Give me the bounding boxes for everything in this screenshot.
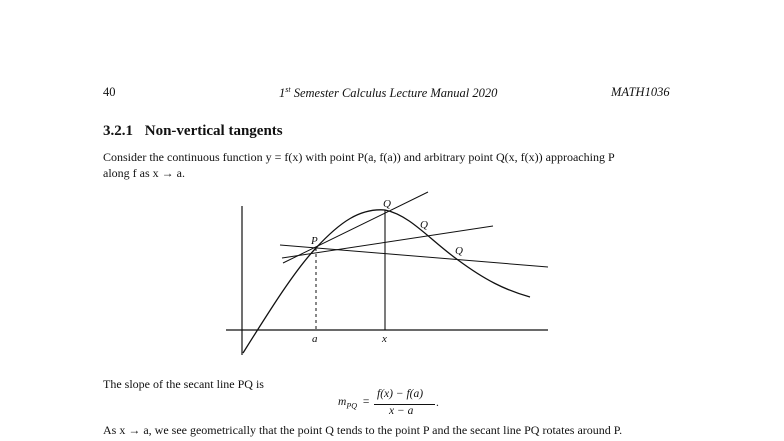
running-title-superscript: st: [285, 85, 291, 94]
formula-denominator: x − a: [389, 405, 414, 417]
paragraph-line: The slope of the secant line PQ is: [103, 377, 264, 391]
label-a: a: [312, 333, 318, 345]
function-curve: [243, 210, 530, 353]
paragraph-line: Consider the continuous function y = f(x) with point P(a, f(a)) and arbitrary point Q(x, f(x)) approaching P: [103, 150, 615, 164]
formula-lhs: $m_{PQ}$ =: [338, 396, 370, 411]
section-number: 3.2.1: [103, 123, 133, 139]
secant-line-3: [280, 245, 548, 267]
label-x: x: [382, 333, 387, 345]
section-title: Non-vertical tangents: [144, 123, 283, 139]
label-P: P: [311, 235, 318, 247]
label-Q-right: Q: [455, 245, 463, 257]
secant-line-1: [283, 192, 428, 263]
paragraph-line: along f as x → a.: [103, 166, 185, 180]
formula-period: .: [436, 397, 439, 409]
label-Q-middle: Q: [420, 219, 428, 231]
paragraph-line: As x → a, we see geometrically that the point Q tends to the point P and the secant line PQ rotates around P.: [103, 423, 623, 437]
formula-numerator: f(x) − f(a): [377, 388, 424, 400]
running-title-ordinal: 1: [279, 86, 286, 101]
course-code: MATH1036: [611, 85, 670, 99]
page-number: 40: [103, 85, 116, 99]
label-Q-top: Q: [383, 198, 391, 210]
running-title-text: Semester Calculus Lecture Manual 2020: [293, 86, 498, 101]
